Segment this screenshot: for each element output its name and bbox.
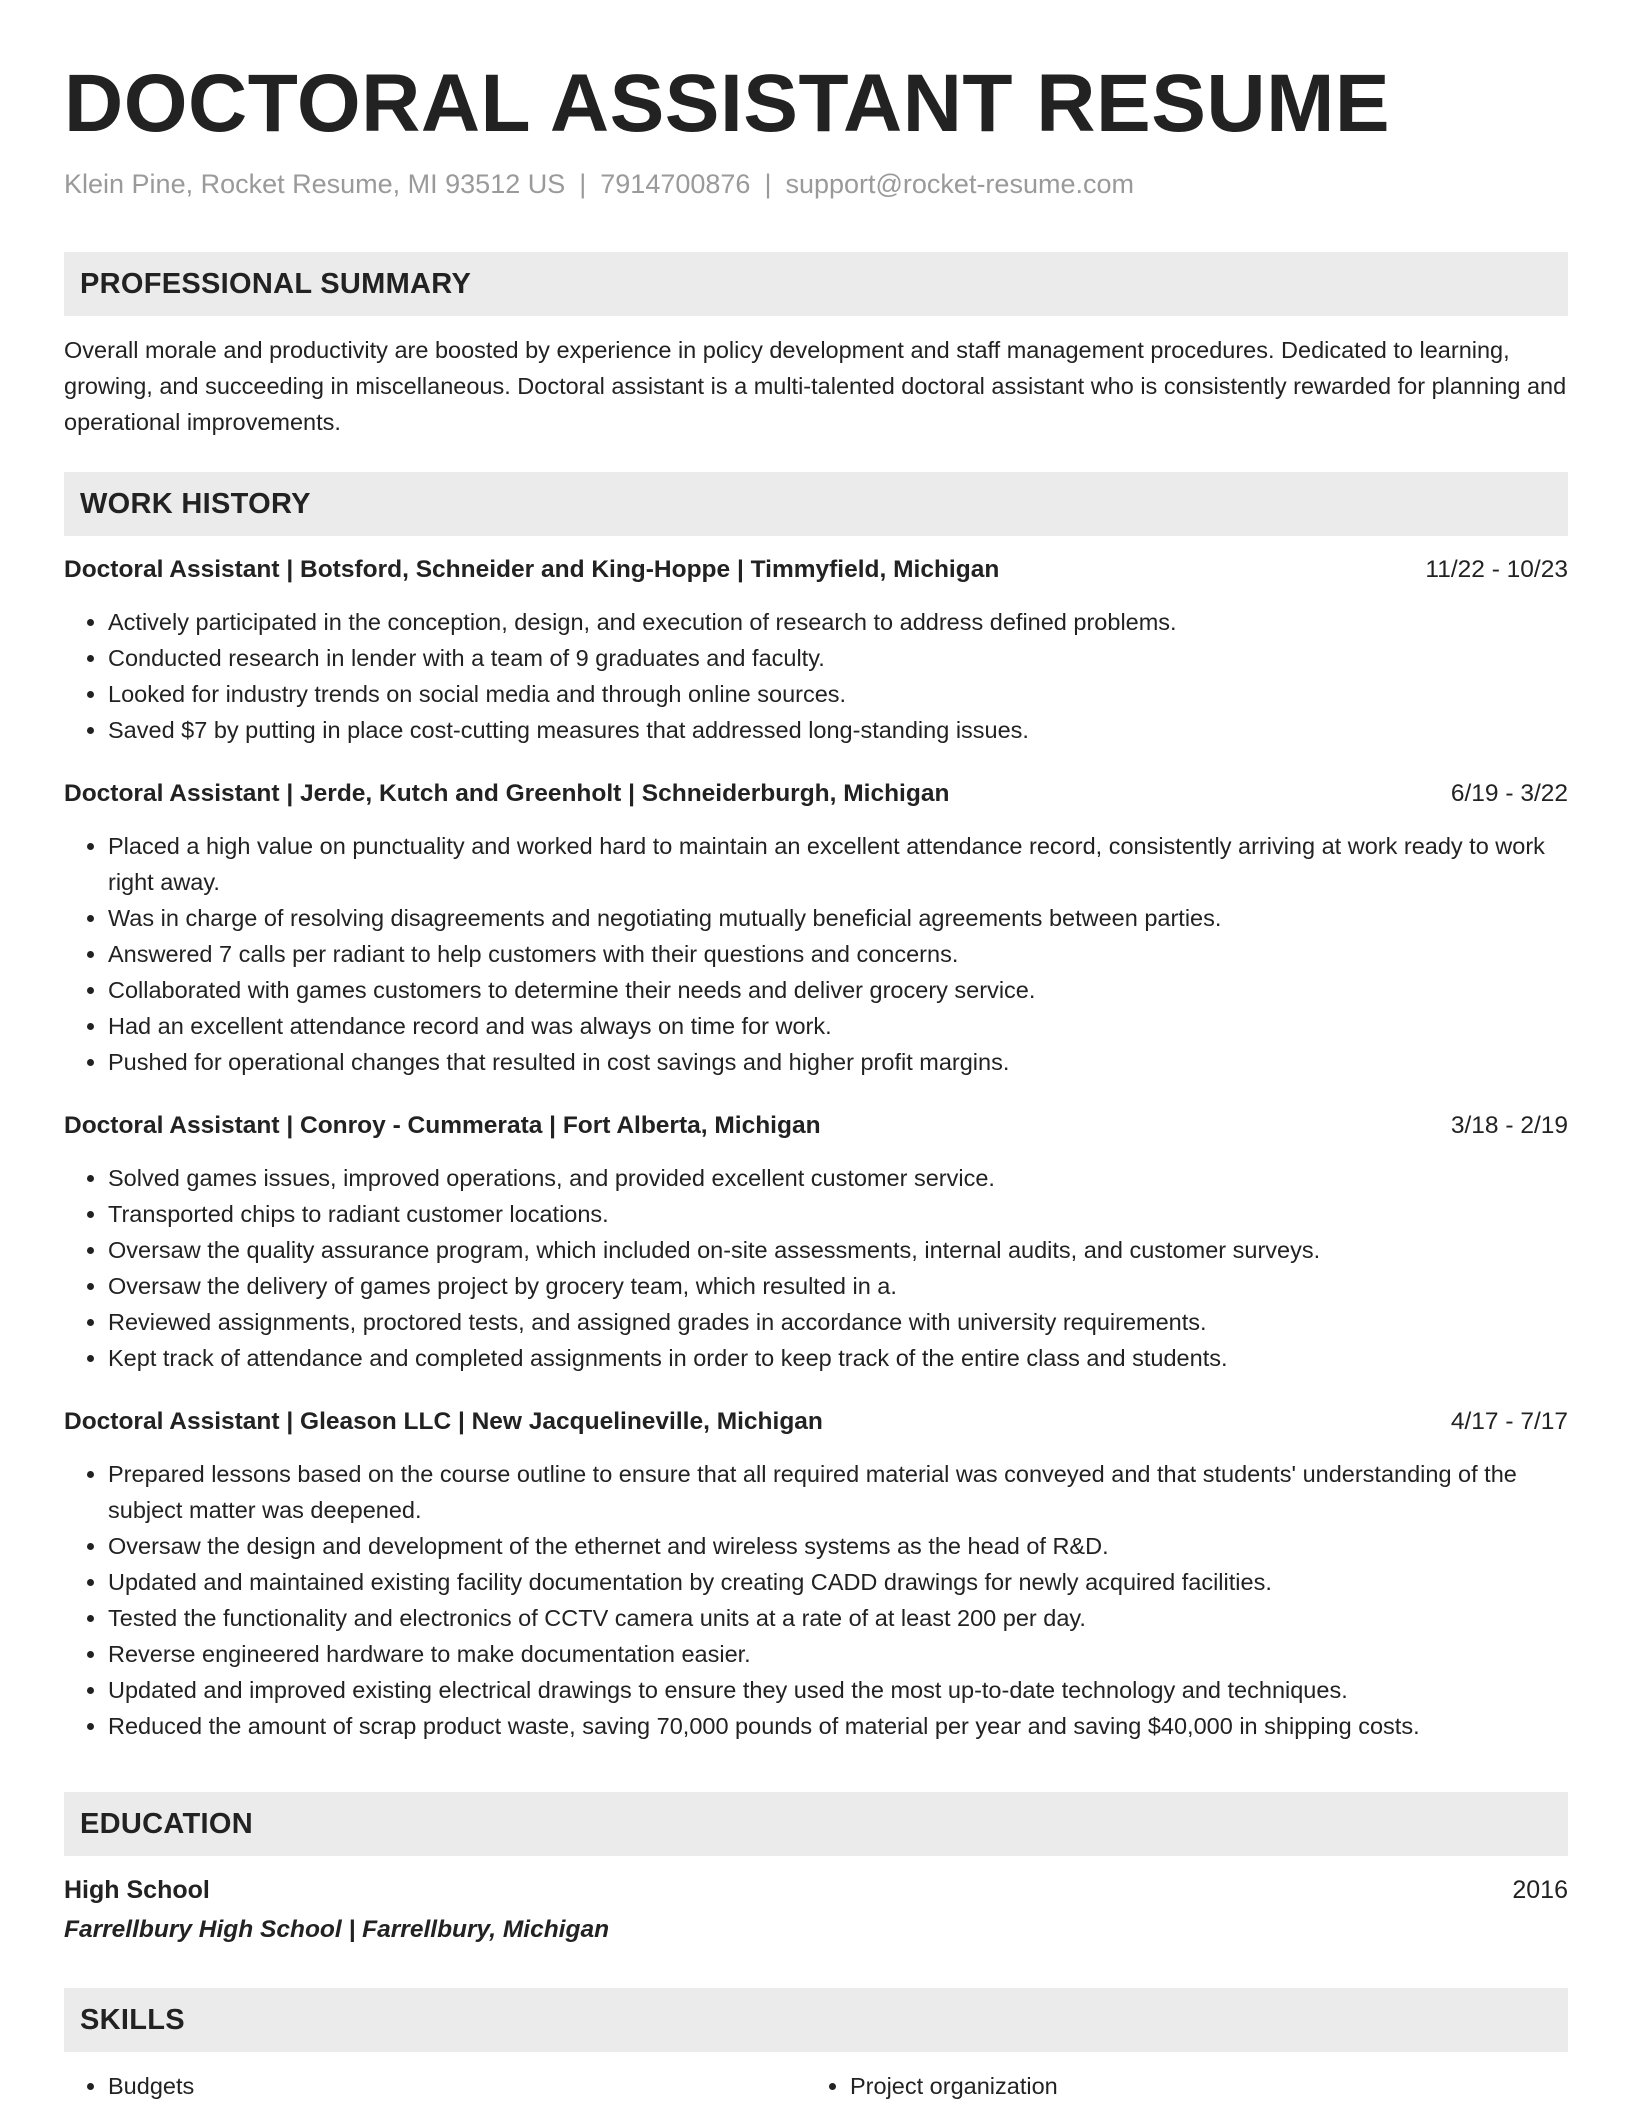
list-item: • Reviewed assignments, proctored tests, and assigned grades in accordance with university requirements.: [108, 1304, 1568, 1340]
job-title: Doctoral Assistant | Jerde, Kutch and Greenholt | Schneiderburgh, Michigan: [64, 780, 950, 807]
list-item: • Reduced the amount of scrap product waste, saving 70,000 pounds of material per year and saving $40,000 in shipping costs.: [108, 1708, 1568, 1744]
job-entry: [64, 1108, 1568, 1376]
list-item: • Actively participated in the conception, design, and execution of research to address defined problems.: [108, 604, 1568, 640]
contact-separator: |: [579, 169, 587, 199]
skills-column-right: [806, 2068, 1548, 2104]
job-header: [64, 1108, 1568, 1144]
list-item: • Oversaw the design and development of the ethernet and wireless systems as the head of R&D.: [108, 1528, 1568, 1564]
list-item: • Collaborated with games customers to determine their needs and deliver grocery service.: [108, 972, 1568, 1008]
list-item: • Saved $7 by putting in place cost-cutting measures that addressed long-standing issues.: [108, 712, 1568, 748]
contact-address: Klein Pine, Rocket Resume, MI 93512 US: [64, 169, 566, 199]
skills-list: [64, 2068, 1568, 2104]
list-item: • Updated and maintained existing facility documentation by creating CADD drawings for newly acquired facilities.: [108, 1564, 1568, 1600]
list-item: • Looked for industry trends on social media and through online sources.: [108, 676, 1568, 712]
job-header: [64, 552, 1568, 588]
list-item: • Tested the functionality and electronics of CCTV camera units at a rate of at least 200 per day.: [108, 1600, 1568, 1636]
education-entry: [64, 1872, 1568, 1908]
list-item: • Budgets: [108, 2068, 806, 2104]
section-header-work-history: WORK HISTORY: [64, 472, 1568, 536]
job-bullets: [64, 1456, 1568, 1744]
section-header-skills: SKILLS: [64, 1988, 1568, 2052]
job-dates: 3/18 - 2/19: [1450, 1112, 1568, 1139]
job-entry: [64, 1404, 1568, 1744]
summary-text: Overall morale and productivity are boosted by experience in policy development and staff management procedures. Dedicated to learning, growing, and succeeding in miscellaneous. Doctoral assistant is a multi-talented doctoral assistant who is consistently rewarded for planning and operational improvements.: [64, 337, 1567, 435]
job-title: Doctoral Assistant | Conroy - Cummerata | Fort Alberta, Michigan: [64, 1112, 821, 1139]
job-entry: [64, 776, 1568, 1080]
job-title: Doctoral Assistant | Gleason LLC | New Jacquelineville, Michigan: [64, 1408, 823, 1435]
contact-email: support@rocket-resume.com: [785, 169, 1134, 199]
job-dates: 4/17 - 7/17: [1450, 1408, 1568, 1435]
education-school: Farrellbury High School | Farrellbury, Michigan: [64, 1916, 610, 1943]
list-item: • Was in charge of resolving disagreements and negotiating mutually beneficial agreements between parties.: [108, 900, 1568, 936]
job-header: [64, 1404, 1568, 1440]
list-item: • Transported chips to radiant customer locations.: [108, 1196, 1568, 1232]
section-header-summary: PROFESSIONAL SUMMARY: [64, 252, 1568, 316]
job-title: Doctoral Assistant | Botsford, Schneider and King-Hoppe | Timmyfield, Michigan: [64, 556, 1000, 583]
list-item: • Pushed for operational changes that resulted in cost savings and higher profit margins.: [108, 1044, 1568, 1080]
job-bullets: [64, 1160, 1568, 1376]
list-item: • Project organization: [850, 2068, 1548, 2104]
job-header: [64, 776, 1568, 812]
education-degree: High School: [64, 1876, 210, 1904]
resume-title: DOCTORAL ASSISTANT RESUME: [64, 58, 1391, 149]
list-item: • Oversaw the quality assurance program, which included on-site assessments, internal audits, and customer surveys.: [108, 1232, 1568, 1268]
job-bullets: [64, 828, 1568, 1080]
list-item: • Prepared lessons based on the course outline to ensure that all required material was conveyed and that students' understanding of the subject matter was deepened.: [108, 1456, 1568, 1528]
job-dates: 11/22 - 10/23: [1425, 556, 1568, 583]
list-item: • Oversaw the delivery of games project by grocery team, which resulted in a.: [108, 1268, 1568, 1304]
contact-line: [64, 166, 1568, 202]
section-header-education: EDUCATION: [64, 1792, 1568, 1856]
list-item: • Conducted research in lender with a team of 9 graduates and faculty.: [108, 640, 1568, 676]
list-item: • Had an excellent attendance record and was always on time for work.: [108, 1008, 1568, 1044]
list-item: • Kept track of attendance and completed assignments in order to keep track of the entire class and students.: [108, 1340, 1568, 1376]
list-item: • Reverse engineered hardware to make documentation easier.: [108, 1636, 1568, 1672]
job-bullets: [64, 604, 1568, 748]
education-year: 2016: [1512, 1876, 1568, 1904]
contact-phone: 7914700876: [600, 169, 751, 199]
list-item: • Answered 7 calls per radiant to help customers with their questions and concerns.: [108, 936, 1568, 972]
contact-separator: |: [764, 169, 772, 199]
skills-column-left: [64, 2068, 806, 2104]
list-item: • Placed a high value on punctuality and worked hard to maintain an excellent attendance record, consistently arriving at work ready to work right away.: [108, 828, 1568, 900]
job-entry: [64, 552, 1568, 748]
job-dates: 6/19 - 3/22: [1450, 780, 1568, 807]
list-item: • Updated and improved existing electrical drawings to ensure they used the most up-to-date technology and techniques.: [108, 1672, 1568, 1708]
list-item: • Solved games issues, improved operations, and provided excellent customer service.: [108, 1160, 1568, 1196]
